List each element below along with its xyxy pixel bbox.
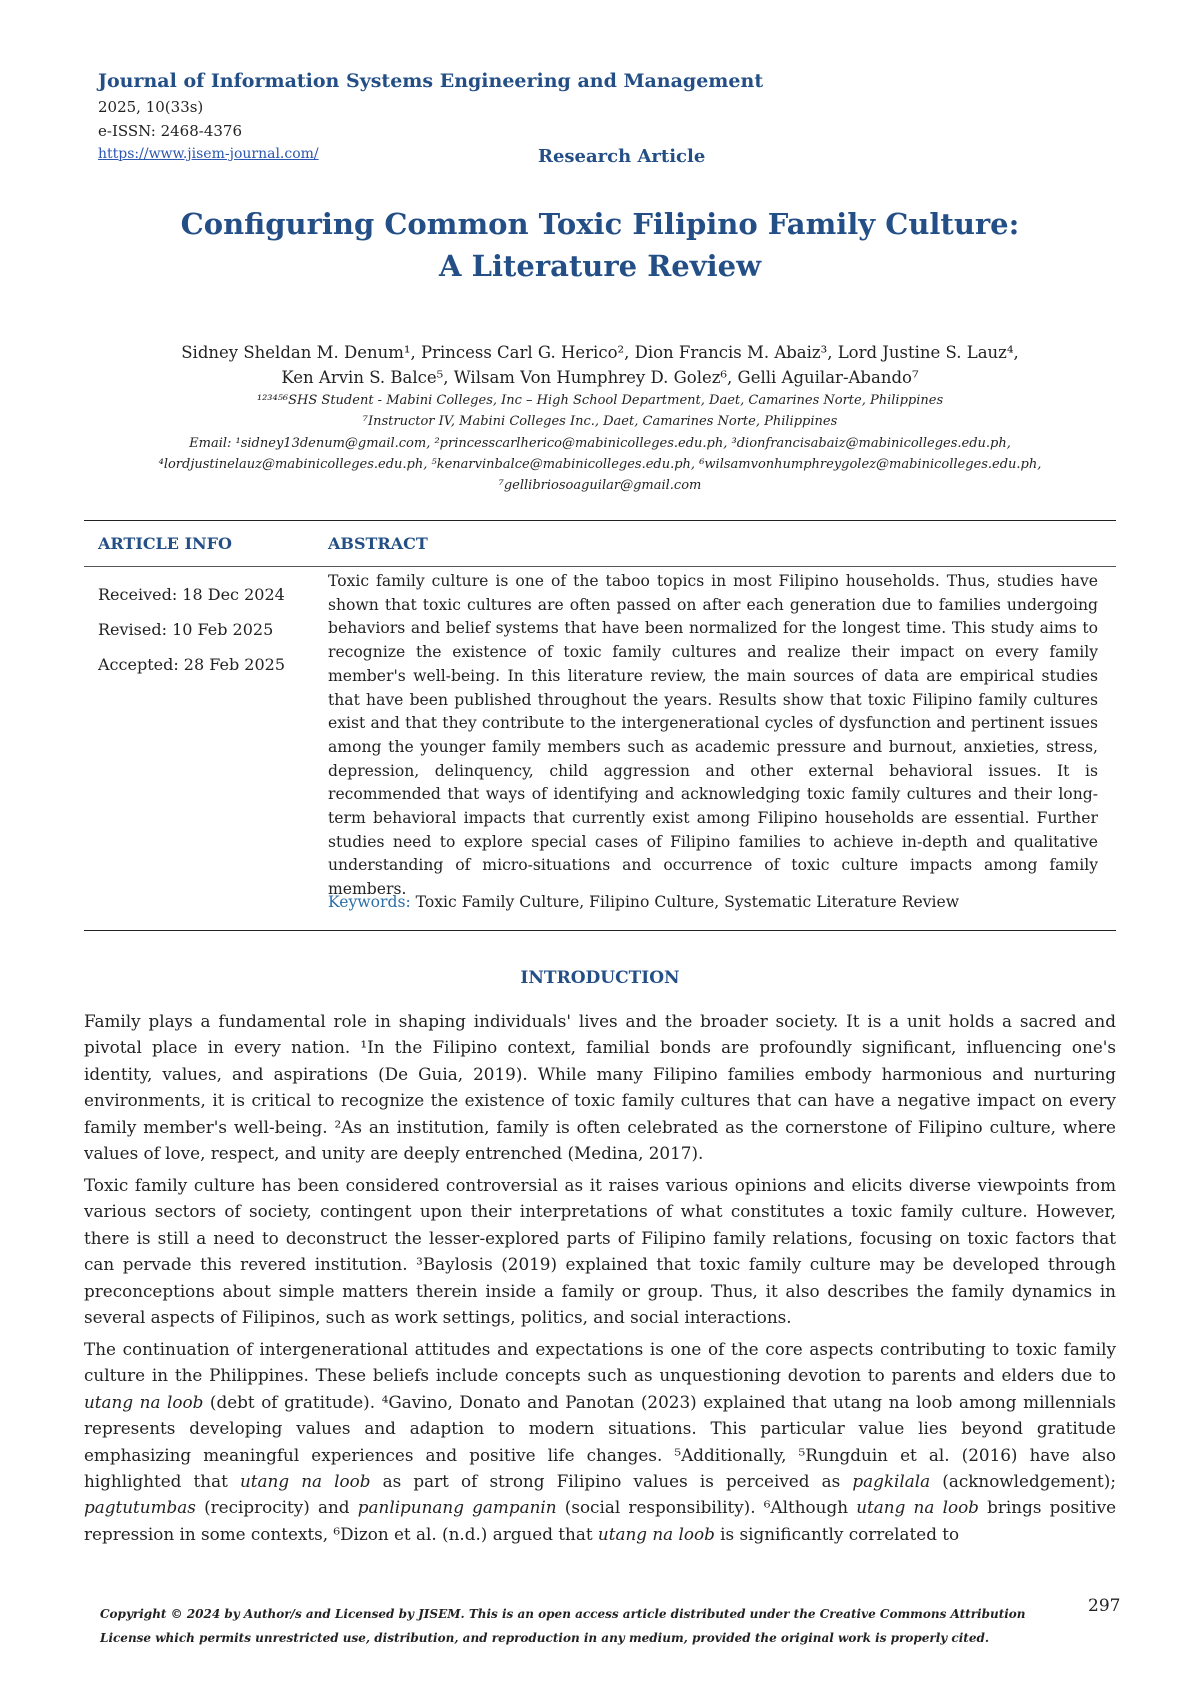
article-type-label: Research Article: [538, 146, 706, 167]
keywords-label: Keywords:: [328, 893, 411, 911]
received-date: Received: 18 Dec 2024: [98, 585, 285, 604]
revised-date: Revised: 10 Feb 2025: [98, 620, 274, 639]
copyright-notice: Copyright © 2024 by Author/s and Licensed by JISEM. This is an open access article distributed under the Creative Commons Attribution License which permits unrestricted use, distribution, and reproduction in any medium, provided the original work is properly cited.: [100, 1607, 1026, 1645]
paper-title-line-2: A Literature Review: [438, 249, 762, 283]
page-number: 297: [1088, 1596, 1121, 1616]
journal-url-link[interactable]: https://www.jisem-journal.com/: [98, 146, 319, 162]
email-line-1: Email: ¹sidney13denum@gmail.com, ²princesscarlherico@mabinicolleges.edu.ph, ³dionfrancisabaiz@mabinicolleges.edu.ph,: [189, 436, 1011, 451]
author-line-1: Sidney Sheldan M. Denum¹, Princess Carl G. Herico², Dion Francis M. Abaiz³, Lord Justine S. Lauz⁴,: [181, 343, 1019, 362]
keywords: [328, 893, 959, 911]
article-info-heading: ARTICLE INFO: [98, 534, 232, 553]
top-rule: [84, 520, 1116, 521]
paper-title-line-1: Configuring Common Toxic Filipino Family Culture:: [180, 207, 1020, 241]
email-line-3: ⁷gellibriosoaguilar@gmail.com: [498, 478, 702, 493]
author-list: [60, 340, 1140, 390]
affiliation-1: ¹²³⁴⁵⁶SHS Student - Mabini Colleges, Inc – High School Department, Daet, Camarines Norte, Philippines: [256, 393, 944, 408]
abstract-text: Toxic family culture is one of the taboo topics in most Filipino households. Thus, studies have shown that toxic cultures are often passed on after each generation due to families undergoing behaviors and belief systems that have been normalized for the longest time. This study aims to recognize the existence of toxic family cultures and realize their impact on every family member's well-being. In this literature review, the main sources of data are empirical studies that have been published throughout the years. Results show that toxic Filipino family cultures exist and that they contribute to the intergenerational cycles of dysfunction and pertinent issues among the younger family members such as academic pressure and burnout, anxieties, stress, depression, delinquency, child aggression and other external behavioral issues. It is recommended that ways of identifying and acknowledging toxic family cultures and their long-term behavioral impacts that currently exist among Filipino households are essential. Further studies need to explore special cases of Filipino families to achieve in-depth and qualitative understanding of micro-situations and occurrence of toxic culture impacts among family members.: [328, 572, 1098, 899]
introduction-heading: INTRODUCTION: [520, 968, 680, 988]
journal-name: Journal of Information Systems Engineering and Management: [98, 70, 764, 92]
intro-paragraph-1: Family plays a fundamental role in shaping individuals' lives and the broader society. It is a unit holds a sacred and pivotal place in every nation. ¹In the Filipino context, familial bonds are profoundly significant, influencing one's identity, values, and aspirations (De Guia, 2019). While many Filipino families embody harmonious and nurturing environments, it is critical to recognize the existence of toxic family cultures that can have a negative impact on every family member's well-being. ²As an institution, family is often celebrated as the cornerstone of Filipino culture, where values of love, respect, and unity are deeply entrenched (Medina, 2017).: [84, 1011, 1116, 1164]
paper-title: [0, 203, 1200, 287]
email-line-2: ⁴lordjustinelauz@mabinicolleges.edu.ph, ⁵kenarvinbalce@mabinicolleges.edu.ph, ⁶wilsamvonhumphreygolez@mabinicolleges.edu.ph,: [158, 457, 1042, 472]
accepted-date: Accepted: 28 Feb 2025: [98, 655, 285, 674]
bottom-rule: [84, 930, 1116, 931]
intro-paragraph-3: The continuation of intergenerational attitudes and expectations is one of the core aspects contributing to toxic family culture in the Philippines. These beliefs include concepts such as unquestioning devotion to parents and elders due to utang na loob (debt of gratitude). ⁴Gavino, Donato and Panotan (2023) explained that utang na loob among millennials represents developing values and adaption to modern situations. This particular value lies beyond gratitude emphasizing meaningful experiences and positive life changes. ⁵Additionally, ⁵Rungduin et al. (2016) have also highlighted that utang na loob as part of strong Filipino values is perceived as pagkilala (acknowledgement); pagtutumbas (reciprocity) and panlipunang gampanin (social responsibility). ⁶Although utang na loob brings positive repression in some contexts, ⁶Dizon et al. (n.d.) argued that utang na loob is significantly correlated to: [84, 1339, 1117, 1544]
abstract-heading: ABSTRACT: [328, 534, 428, 553]
journal-issn: e-ISSN: 2468-4376: [98, 122, 242, 140]
header-rule: [84, 566, 1116, 567]
intro-paragraph-2: Toxic family culture has been considered controversial as it raises various opinions and elicits diverse viewpoints from various sectors of society, contingent upon their interpretations of what constitutes a toxic family culture. However, there is still a need to deconstruct the lesser-explored parts of Filipino family relations, focusing on toxic factors that can pervade this revered institution. ³Baylosis (2019) explained that toxic family culture may be developed through preconceptions about simple matters therein inside a family or group. Thus, it also describes the family dynamics in several aspects of Filipinos, such as work settings, politics, and social interactions.: [84, 1175, 1116, 1328]
keywords-list: Toxic Family Culture, Filipino Culture, Systematic Literature Review: [415, 893, 960, 911]
affiliation-2: ⁷Instructor IV, Mabini Colleges Inc., Daet, Camarines Norte, Philippines: [362, 414, 838, 429]
author-line-2: Ken Arvin S. Balce⁵, Wilsam Von Humphrey D. Golez⁶, Gelli Aguilar-Abando⁷: [281, 368, 919, 387]
journal-volume: 2025, 10(33s): [98, 98, 204, 116]
